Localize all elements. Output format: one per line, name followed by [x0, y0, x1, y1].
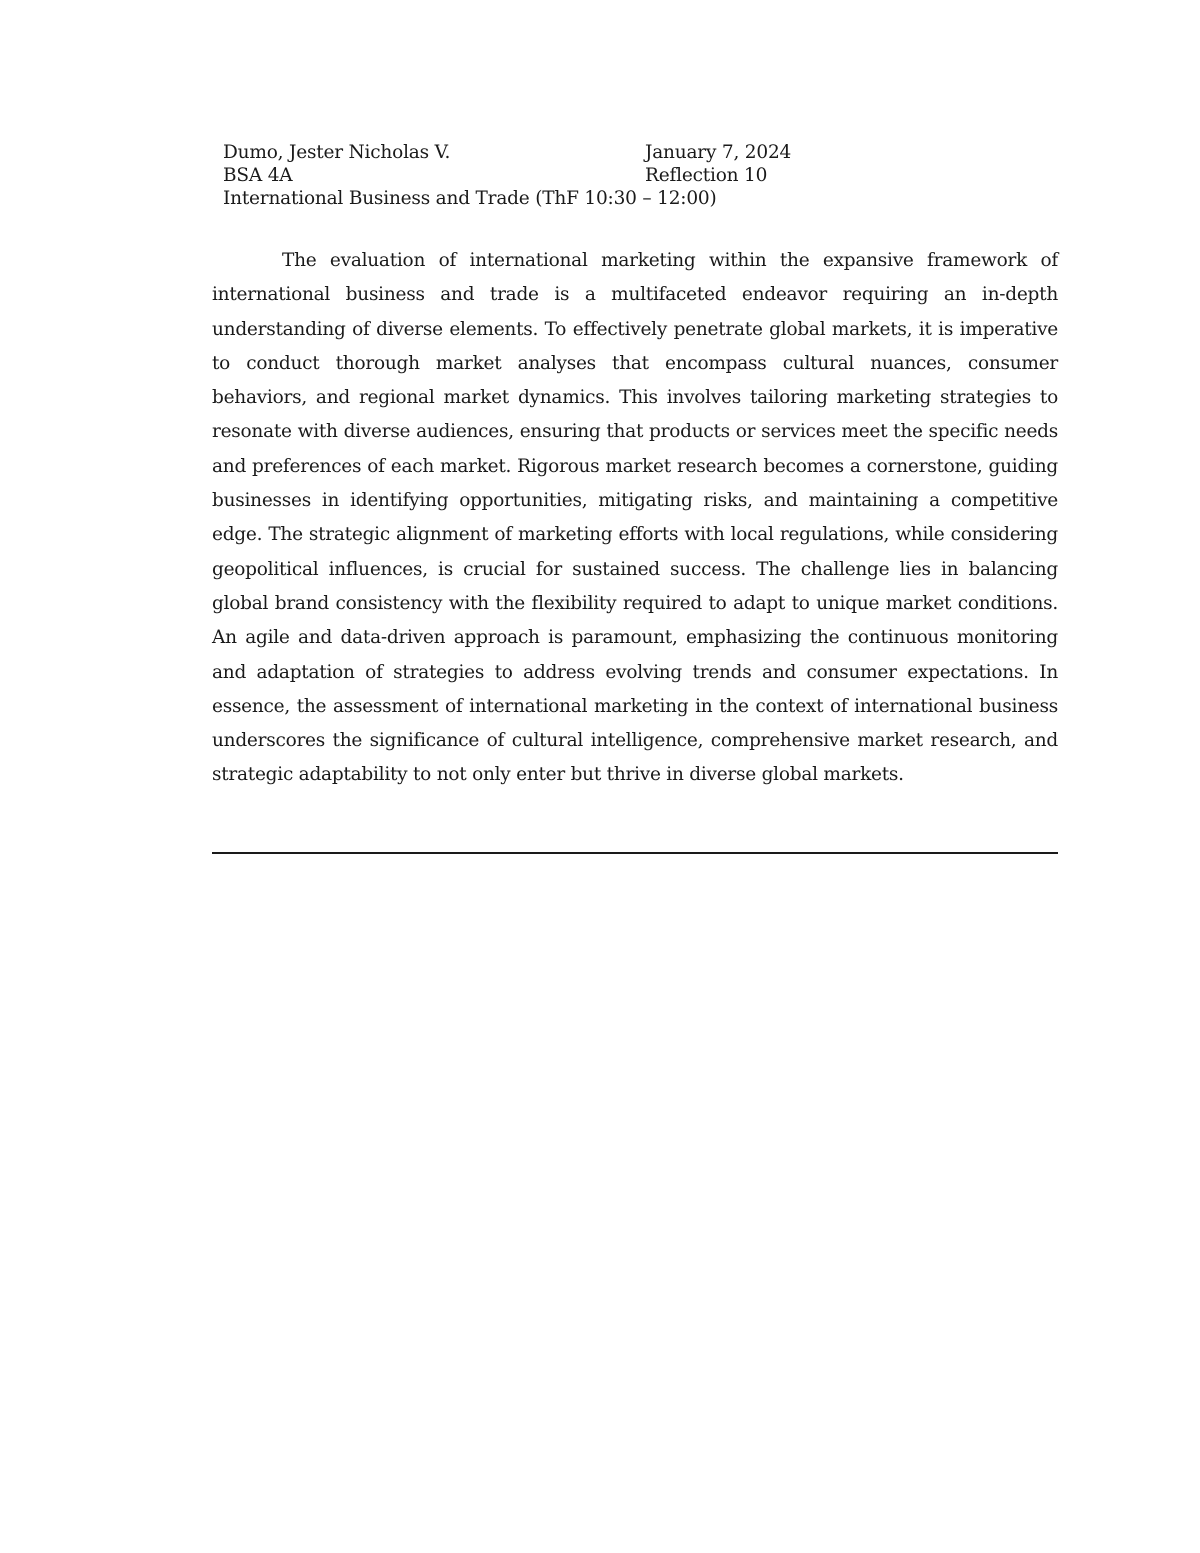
- header-row-1: [223, 141, 923, 164]
- reflection-paragraph: The evaluation of international marketing within the expansive framework of international business and trade is a multifaceted endeavor requiring an in-depth understanding of diverse elements. To effectively penetrate global markets, it is imperative to conduct thorough market analyses that encompass cultural nuances, consumer behaviors, and regional market dynamics. This involves tailoring marketing strategies to resonate with diverse audiences, ensuring that products or services meet the specific needs and preferences of each market. Rigorous market research becomes a cornerstone, guiding businesses in identifying opportunities, mitigating risks, and maintaining a competitive edge. The strategic alignment of marketing efforts with local regulations, while considering geopolitical influences, is crucial for sustained success. The challenge lies in balancing global brand consistency with the flexibility required to adapt to unique market conditions. An agile and data-driven approach is paramount, emphasizing the continuous monitoring and adaptation of strategies to address evolving trends and consumer expectations. In essence, the assessment of international marketing in the context of international business underscores the significance of cultural intelligence, comprehensive market research, and strategic adaptability to not only enter but thrive in diverse global markets.: [212, 250, 1058, 786]
- assignment-title: Reflection 10: [645, 165, 768, 186]
- document-date: January 7, 2024: [645, 142, 792, 163]
- header-row-2: [223, 164, 923, 187]
- document-header: [223, 141, 923, 210]
- course-title: International Business and Trade (ThF 10:30 – 12:00): [223, 188, 717, 209]
- header-row-3: [223, 187, 923, 210]
- student-section: BSA 4A: [223, 165, 293, 186]
- underline-rule: [212, 852, 1058, 854]
- student-name: Dumo, Jester Nicholas V.: [223, 142, 451, 163]
